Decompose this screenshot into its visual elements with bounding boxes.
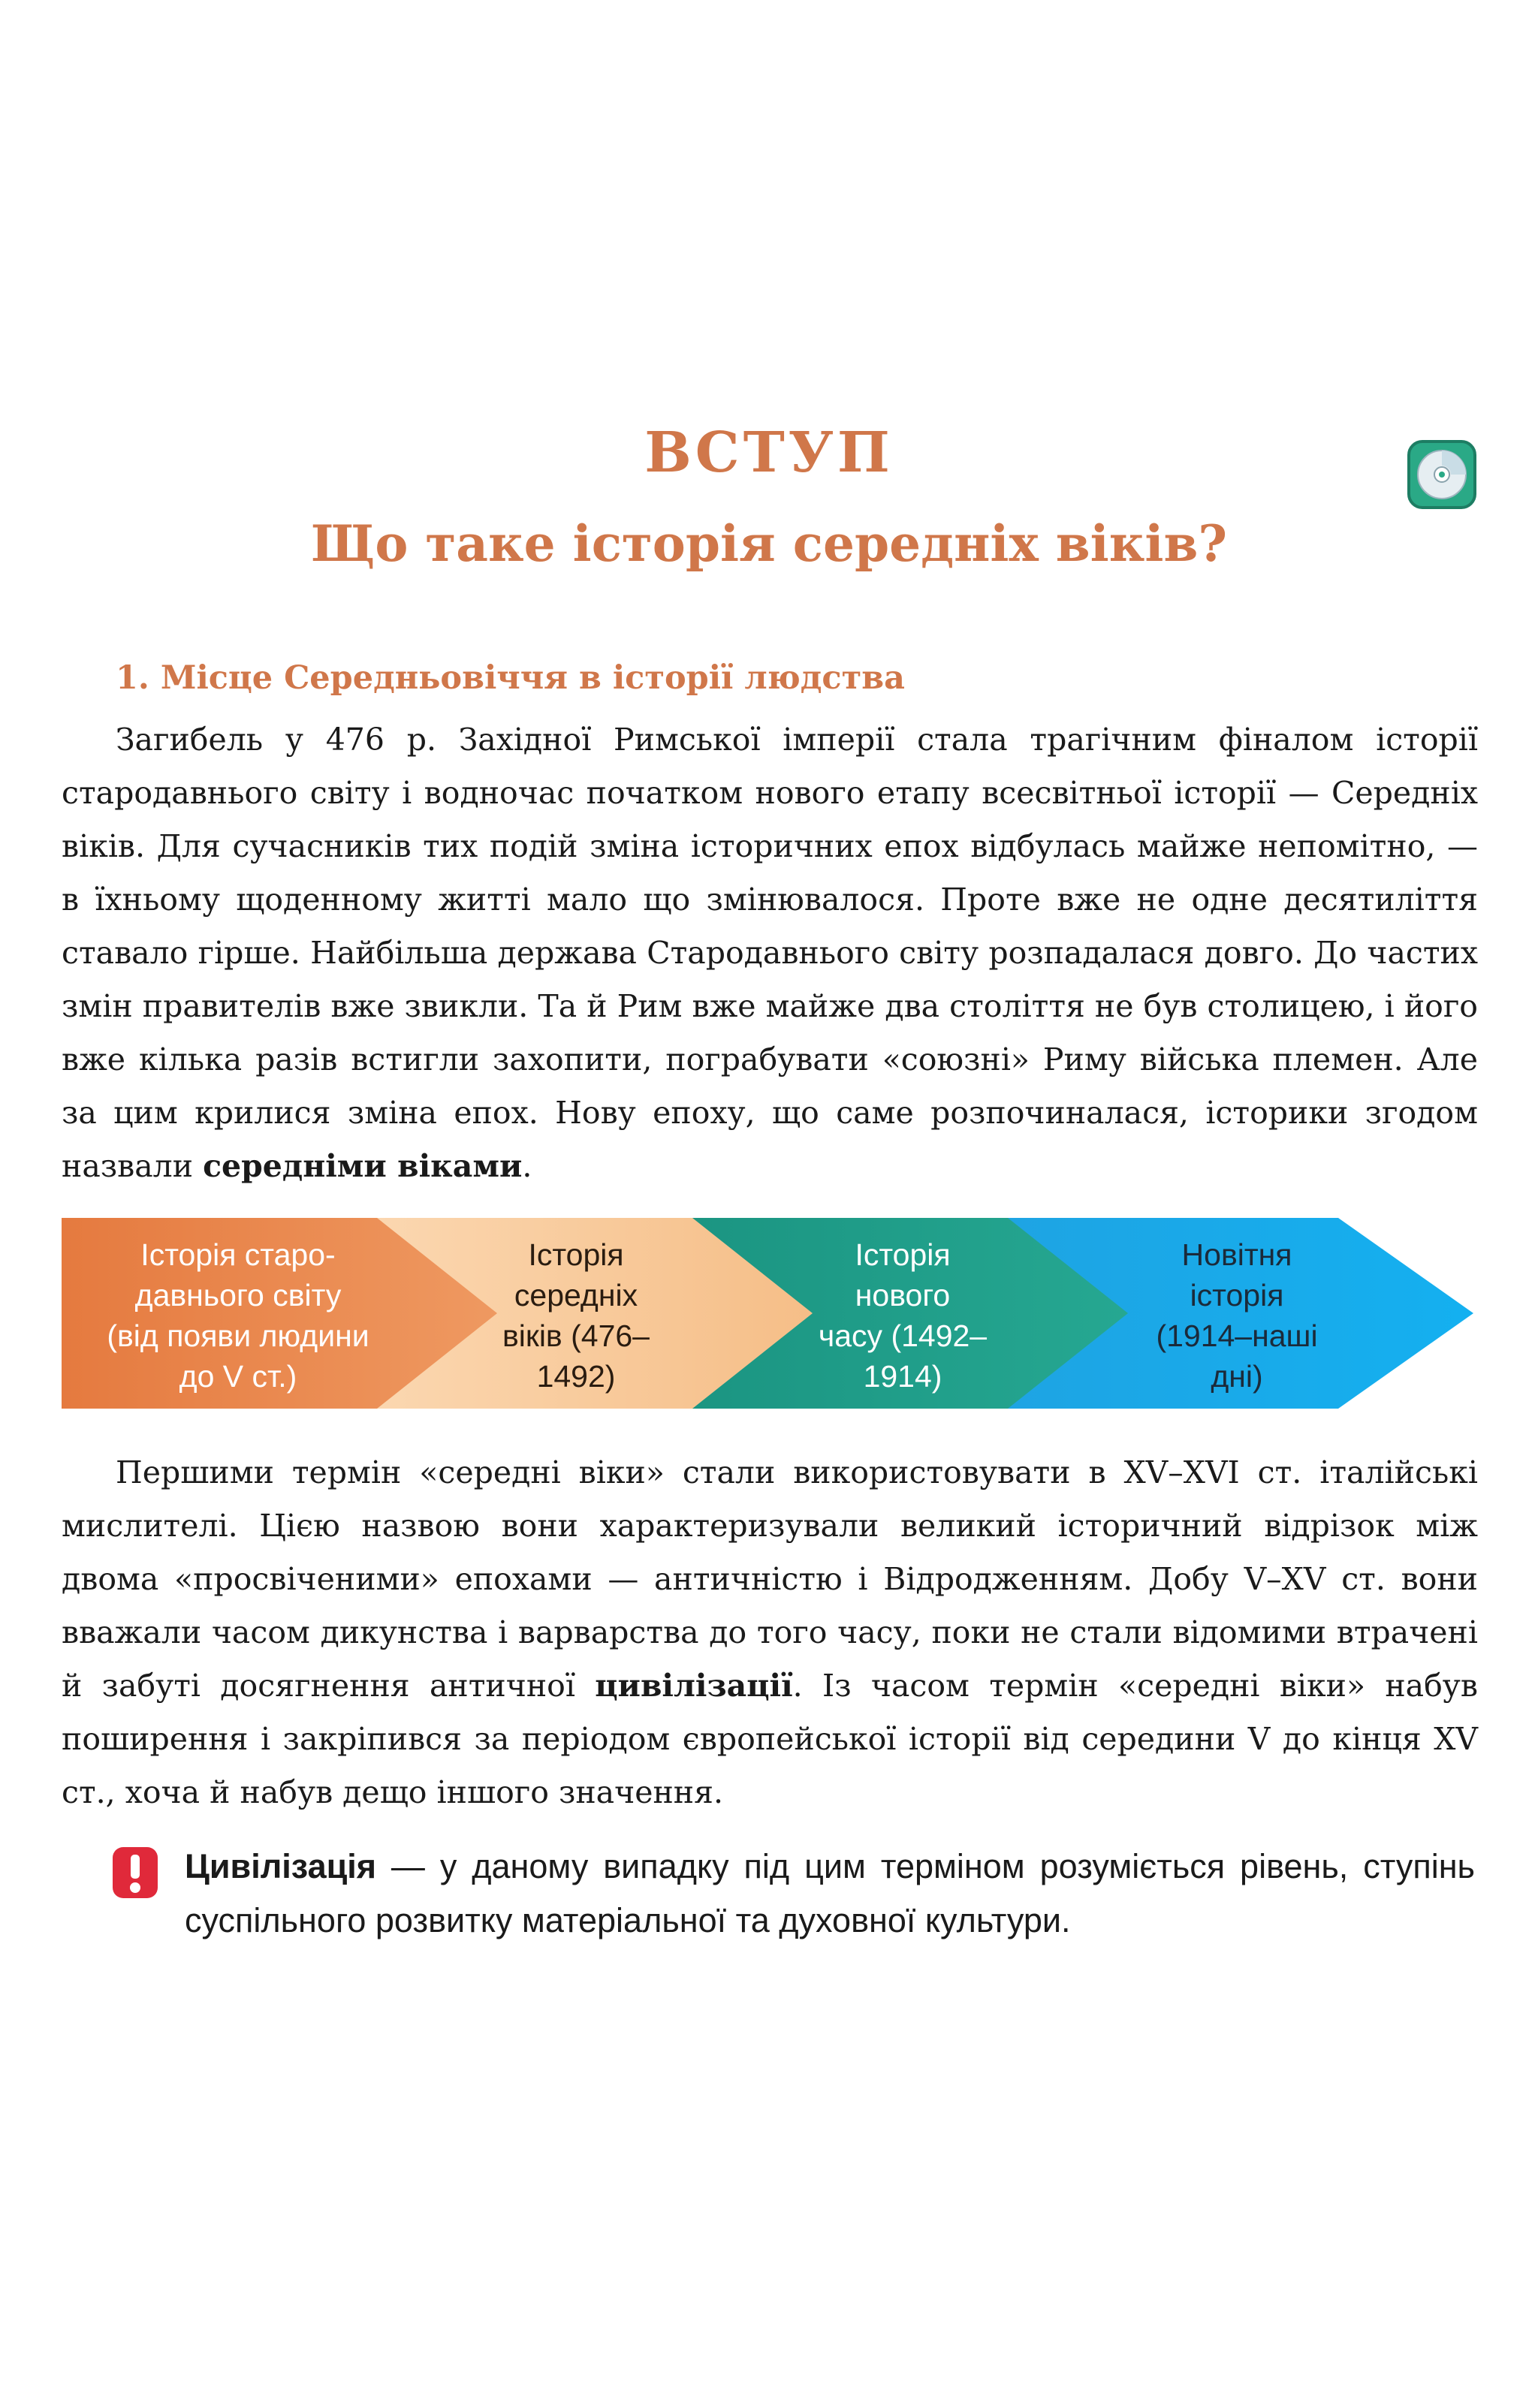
timeline-label-ancient: Історія старо- давнього світу (від появи людини до V ст.) (107, 1237, 369, 1394)
definition-term: Цивілізація (185, 1847, 377, 1885)
exclamation-icon (111, 1846, 159, 1900)
timeline-label-modern: Історія нового часу (1492– 1914) (818, 1237, 988, 1394)
section-heading: 1. Місце Середньовіччя в історії людства (116, 659, 906, 697)
paragraph-term-origin: Першими термін «середні віки» стали використовувати в XV–XVI ст. італійські мислителі. Цією назвою вони характеризували великий історичний відрізок між двома «просвіченими» епохами — античністю і Відродженням. Добу V–XV ст. вони вважали часом дикунства і варварства до того часу, поки не стали відомими втрачені й забуті досягнення античної цивілізації. Із часом термін «середні віки» набув поширення і закріпився за періодом європейської історії від середини V до кінця XV ст., хоча й набув дещо іншого значення. (62, 1454, 1478, 1810)
disc-icon[interactable] (1406, 439, 1478, 511)
term-middle-ages: середніми віками (203, 1148, 523, 1184)
timeline-label-contemporary: Новітня історія (1914–наші дні) (1156, 1237, 1318, 1394)
paragraph-intro: Загибель у 476 р. Західної Римської імперії стала трагічним фіналом історії стародавнього світу і водночас початком нового етапу всесвітньої історії — Середніх віків. Для сучасників тих подій зміна історичних епох відбулась майже непомітно, — в їхньому щоденному житті мало що змінювалося. Проте вже не одне десятиліття ставало гірше. Найбільша держава Стародавнього світу розпадалася довго. До частих змін правителів вже звикли. Та й Рим вже майже два століття не був столицею, і його вже кілька разів встигли захопити, пограбувати «союзні» Риму війська племен. Але за цим крилися зміна епох. Нову епоху, що саме розпочиналася, історики згодом назвали середніми віками. (62, 722, 1478, 1184)
timeline-label-middle-ages: Історія середніх віків (476– 1492) (502, 1237, 650, 1394)
history-periods-timeline (62, 1218, 1473, 1409)
definition-text: Цивілізація — у даному випадку під цим терміном розуміється рівень, ступінь суспільного розвитку матеріальної та духовної культури. (185, 1847, 1475, 1939)
page-subtitle: Що таке історія середніх віків? (311, 514, 1227, 573)
term-civilization: цивілізації (595, 1668, 793, 1704)
page-title: ВСТУП (644, 420, 894, 485)
